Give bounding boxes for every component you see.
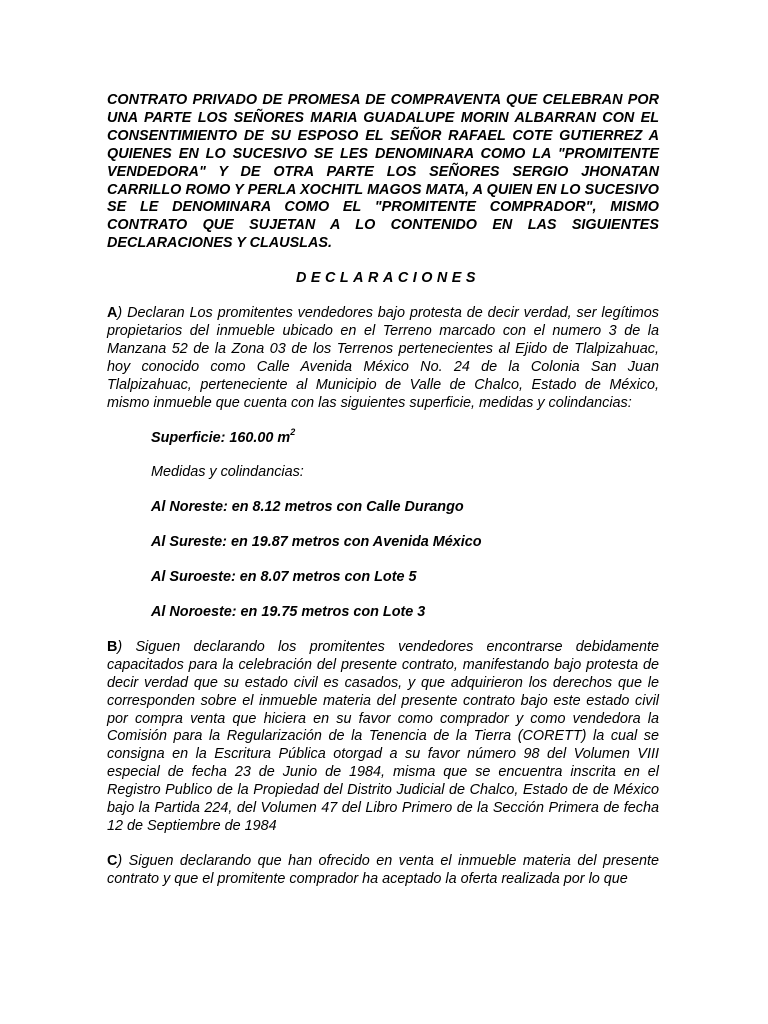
declaration-a-text: ) Declaran Los promitentes vendedores bajo protesta de decir verdad, ser legítimos propietarios del inmueble ubicado en el Terreno marcado con el numero 3 de la Manzana 52 de la Zona 03 de los Terrenos pertenecientes al Ejido de Tlalpizahuac, hoy conocido como Calle Avenida México No. 24 de la Colonia San Juan Tlalpizahuac, perteneciente al Municipio de Valle de Chalco, Estado de México, mismo inmueble que cuenta con las siguientes superficie, medidas y colindancias: (107, 305, 659, 411)
declarations-heading: DECLARACIONES (295, 270, 481, 287)
measures-label: Medidas y colindancias: (151, 464, 304, 481)
property-details (151, 426, 659, 622)
boundary-northwest: Al Noroeste: en 19.75 metros con Lote 3 (151, 604, 426, 621)
declaration-c-letter: C (107, 852, 118, 869)
declaration-c (107, 853, 659, 889)
boundary-northeast: Al Noreste: en 8.12 metros con Calle Durango (151, 499, 464, 516)
surface-line (151, 426, 659, 448)
boundary-southeast: Al Sureste: en 19.87 metros con Avenida México (151, 534, 482, 551)
surface-label: Superficie: 160.00 m (151, 429, 291, 446)
declaration-b (107, 639, 659, 836)
declaration-b-letter: B (107, 638, 118, 655)
document-page (107, 92, 659, 889)
declaration-c-text: ) Siguen declarando que han ofrecido en venta el inmueble materia del presente contrato y que el promitente comprador ha aceptado la oferta realizada por lo que (107, 852, 659, 887)
declaration-a-letter: A (107, 305, 118, 322)
declaration-a (107, 305, 659, 412)
declaration-b-text: ) Siguen declarando los promitentes vendedores encontrarse debidamente capacitados para la celebración del presente contrato, manifestando bajo protesta de decir verdad que su estado civil es casados, y que adquirieron los derechos que le corresponden sobre el inmueble materia del presente contrato bajo este estado civil por compra venta que hiciera en su favor como comprador y como vendedora la Comisión para la Regularización de la Tenencia de la Tierra (CORETT) la cual se consigna en la Escritura Pública otorgad a su favor número 98 del Volumen VIII especial de fecha 23 de Junio de 1984, misma que se encuentra inscrita en el Registro Publico de la Propiedad del Distrito Judicial de Chalco, Estado de de México bajo la Partida 224, del Volumen 47 del Libro Primero de la Sección Primera de fecha 12 de Septiembre de 1984 (107, 638, 659, 834)
boundary-southwest: Al Suroeste: en 8.07 metros con Lote 5 (151, 569, 417, 586)
contract-title: CONTRATO PRIVADO DE PROMESA DE COMPRAVENTA QUE CELEBRAN POR UNA PARTE LOS SEÑORES MARIA GUADALUPE MORIN ALBARRAN CON EL CONSENTIMIENTO DE SU ESPOSO EL SEÑOR RAFAEL COTE GUTIERREZ A QUIENES EN LO SUCESIVO SE LES DENOMINARA COMO LA "PROMITENTE VENDEDORA" Y DE OTRA PARTE LOS SEÑORES SERGIO JHONATAN CARRILLO ROMO Y PERLA XOCHITL MAGOS MATA, A QUIEN EN LO SUCESIVO SE LE DENOMINARA COMO EL "PROMITENTE COMPRADOR", MISMO CONTRATO QUE SUJETAN A LO CONTENIDO EN LAS SIGUIENTES DECLARACIONES Y CLAUSLAS. (107, 92, 659, 252)
surface-superscript: 2 (290, 426, 296, 437)
